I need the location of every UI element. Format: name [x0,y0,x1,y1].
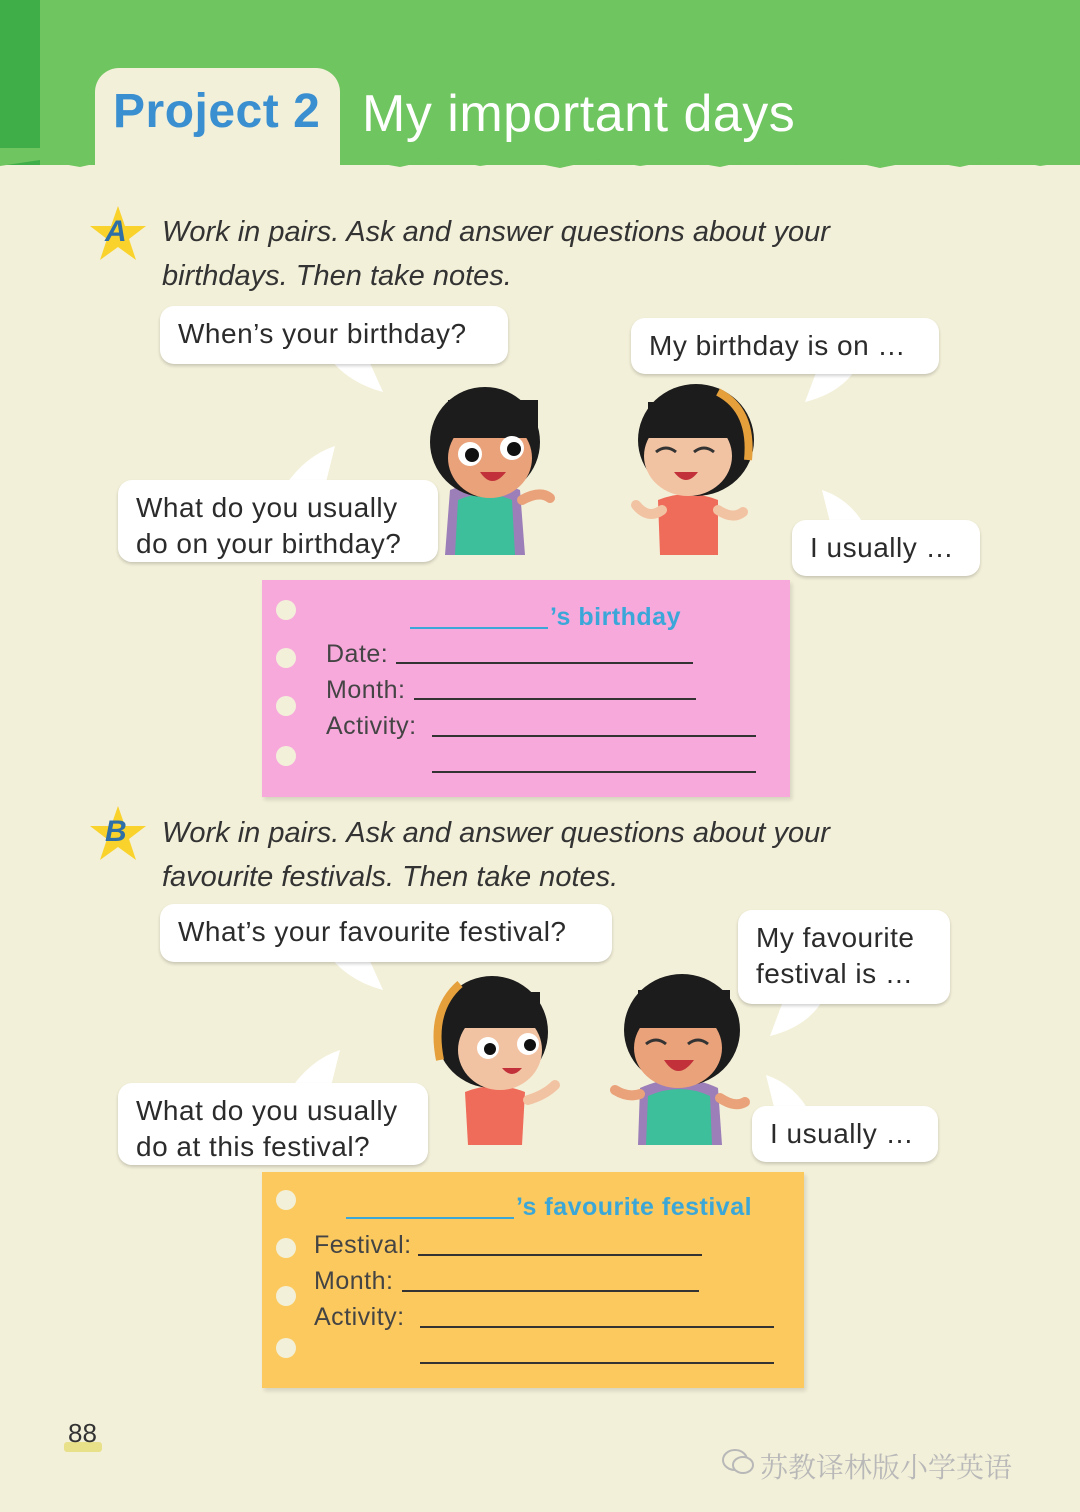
speech-bubble-a-a2 [792,520,980,576]
girl-with-headband-illustration [420,970,570,1150]
activity-blank-line-2[interactable] [432,771,756,773]
activity-blank-line-2[interactable] [420,1362,774,1364]
header-left-strip [0,0,40,165]
girl-character-illustration [610,970,760,1150]
bubble-text-line1: My favourite [756,922,915,953]
festival-blank-line[interactable] [418,1254,702,1256]
name-blank-line[interactable] [410,627,548,629]
field-label-month: Month: [314,1267,394,1295]
field-label-activity: Activity: [326,712,417,740]
bubble-text-line1: What do you usually [136,492,398,523]
bubble-text-line2: do on your birthday? [136,528,402,559]
bubble-text: When’s your birthday? [178,318,467,349]
bubble-text: I usually … [810,532,954,563]
binder-hole [276,600,296,620]
binder-hole [276,648,296,668]
chat-icon [722,1448,754,1476]
section-a-instruction-line2: birthdays. Then take notes. [162,260,512,292]
bubble-text: What’s your favourite festival? [178,916,567,947]
section-b-instruction-line2: favourite festivals. Then take notes. [162,861,619,893]
section-b-badge-letter: B [105,815,127,848]
page-title: My important days [362,85,796,143]
month-blank-line[interactable] [402,1290,699,1292]
section-b-instruction-line1: Work in pairs. Ask and answer questions about your [162,817,830,849]
field-label-activity: Activity: [314,1303,405,1331]
binder-hole [276,1286,296,1306]
speech-bubble-a-q1 [160,306,508,364]
binder-hole [276,1338,296,1358]
section-a-instruction-line1: Work in pairs. Ask and answer questions about your [162,216,830,248]
bubble-text-line2: festival is … [756,958,914,989]
binder-hole [276,696,296,716]
name-blank-line[interactable] [346,1217,514,1219]
girl-character-illustration [410,380,560,560]
field-label-festival: Festival: [314,1231,412,1259]
speech-bubble-b-q2 [118,1083,428,1165]
speech-bubble-b-a1 [738,910,950,1004]
field-label-date: Date: [326,640,389,668]
binder-hole [276,746,296,766]
speech-bubble-b-a2 [752,1106,938,1162]
watermark: 苏教译林版小学英语 [760,1452,1013,1483]
binder-hole [276,1190,296,1210]
bubble-text-line2: do at this festival? [136,1131,371,1162]
note-heading: ’s birthday [550,603,681,631]
binder-hole [276,1238,296,1258]
note-heading: ’s favourite festival [516,1193,753,1221]
girl-with-headband-illustration [618,380,768,560]
project-label: Project 2 [113,85,321,138]
page-number: 88 [68,1418,97,1448]
bubble-text-line1: What do you usually [136,1095,398,1126]
activity-blank-line[interactable] [420,1326,774,1328]
speech-bubble-b-q1 [160,904,612,962]
section-a-badge-letter: A [105,215,127,248]
speech-bubble-a-q2 [118,480,438,562]
speech-bubble-a-a1 [631,318,939,374]
date-blank-line[interactable] [396,662,693,664]
bubble-text: I usually … [770,1118,914,1149]
month-blank-line[interactable] [414,698,696,700]
field-label-month: Month: [326,676,406,704]
bubble-text: My birthday is on … [649,330,906,361]
activity-blank-line[interactable] [432,735,756,737]
